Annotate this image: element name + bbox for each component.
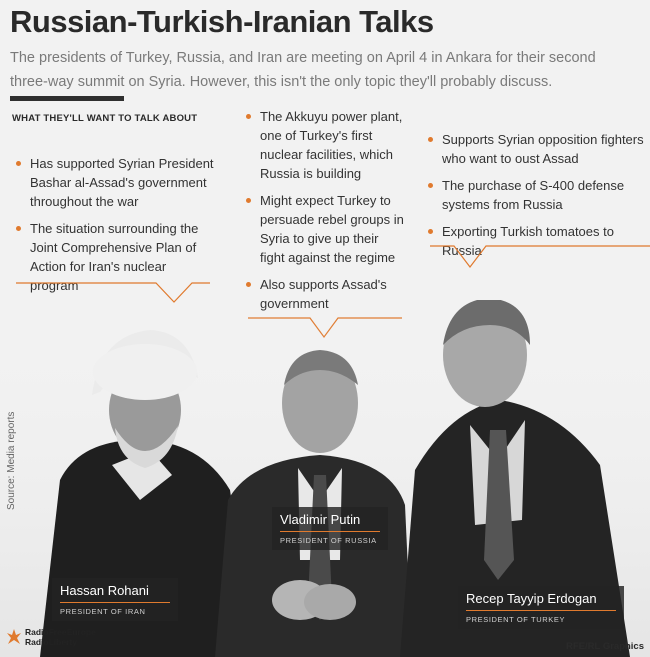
- logo-line-1: RadioFreeEurope: [25, 627, 96, 637]
- leader-role: PRESIDENT OF TURKEY: [466, 615, 566, 624]
- iran-topics: [16, 154, 216, 303]
- leader-role: PRESIDENT OF IRAN: [60, 607, 146, 616]
- leader-name: Vladimir Putin: [280, 512, 361, 527]
- leader-name: Recep Tayyip Erdogan: [466, 591, 597, 606]
- page-title: Russian-Turkish-Iranian Talks: [10, 4, 434, 39]
- list-item: Exporting Turkish tomatoes to Russia: [428, 222, 650, 260]
- title-rule: [10, 96, 124, 101]
- torch-icon: [6, 628, 22, 646]
- list-item: The Akkuyu power plant, one of Turkey's first nuclear facilities, which Russia is building: [246, 107, 406, 183]
- tag-divider: [60, 602, 170, 603]
- list-item: The situation surrounding the Joint Comprehensive Plan of Action for Iran's nuclear program: [16, 219, 216, 295]
- subtitle: The presidents of Turkey, Russia, and Iran are meeting on April 4 in Ankara for their second three-way summit on Syria. However, this isn't the only topic they'll probably discuss.: [10, 50, 596, 90]
- name-tag-rohani: [52, 578, 178, 621]
- turkey-callout-pointer: [430, 245, 650, 271]
- graphics-credit: RFE/RL Graphics: [566, 641, 644, 652]
- russia-topics: [246, 107, 406, 321]
- list-item: Has supported Syrian President Bashar al-Assad's government throughout the war: [16, 154, 216, 211]
- name-tag-putin: [272, 507, 388, 550]
- section-heading: WHAT THEY'LL WANT TO TALK ABOUT: [12, 113, 198, 124]
- name-tag-erdogan: [458, 586, 624, 629]
- tag-divider: [466, 610, 616, 611]
- source-note: Source: Media reports: [6, 411, 17, 510]
- rferl-logo: [6, 627, 96, 647]
- list-item: Also supports Assad's: [246, 275, 406, 313]
- list-item: Supports Syrian opposition fighters who want to oust Assad: [428, 130, 650, 168]
- leader-role: PRESIDENT OF RUSSIA: [280, 536, 377, 545]
- list-item: Might expect Turkey to persuade rebel groups in Syria to give up their fight against the regime: [246, 191, 406, 267]
- list-item: The purchase of S-400 defense systems from Russia: [428, 176, 650, 214]
- tag-divider: [280, 531, 380, 532]
- logo-line-2: RadioLiberty: [25, 637, 77, 647]
- leader-name: Hassan Rohani: [60, 583, 149, 598]
